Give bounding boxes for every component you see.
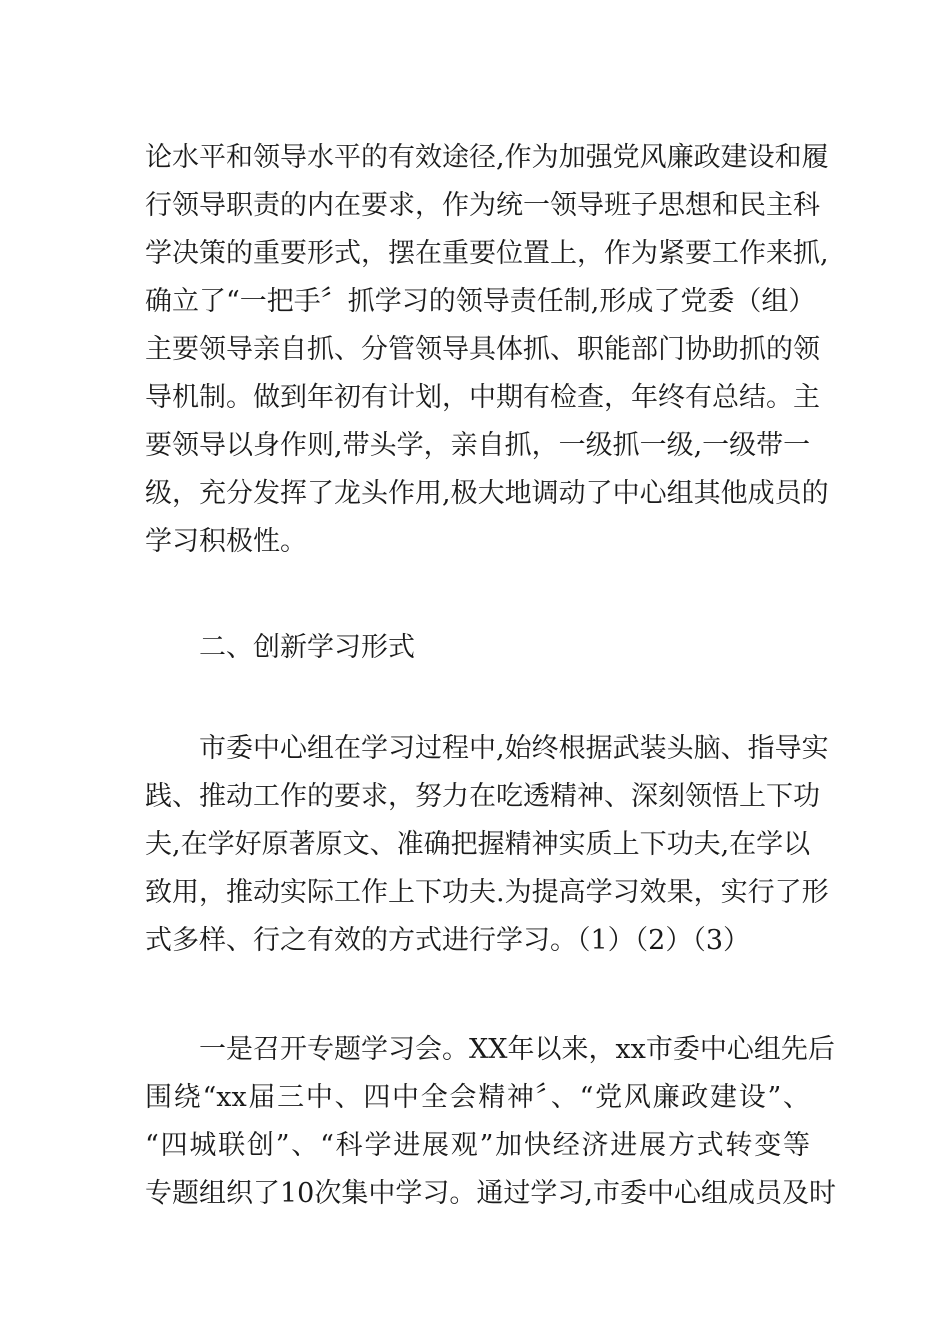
paragraph-2-line-5: 式多样、行之有效的方式进行学习。（1）（2）（3） [145,925,751,956]
paragraph-1-line-3: 学决策的重要形式，摆在重要位置上，作为紧要工作来抓, [145,238,829,269]
paragraph-1-line-7: 要领导以身作则,带头学，亲自抓，一级抓一级,一级带一 [145,430,811,461]
paragraph-1-line-5: 主要领导亲自抓、分管领导具体抓、职能部门协助抓的领 [145,334,820,365]
paragraph-2-line-2: 践、推动工作的要求，努力在吃透精神、深刻领悟上下功 [145,781,820,812]
paragraph-3-line-2: 围绕“xx届三中、四中全会精神〞、“党风廉政建设”、 [145,1082,810,1113]
paragraph-1-line-8: 级，充分发挥了龙头作用,极大地调动了中心组其他成员的 [145,478,829,509]
paragraph-1-line-1: 论水平和领导水平的有效途径,作为加强党风廉政建设和履 [145,142,829,173]
paragraph-2-line-1: 市委中心组在学习过程中,始终根据武装头脑、指导实 [199,733,829,764]
paragraph-1-line-9: 学习积极性。 [145,526,307,557]
paragraph-1-line-6: 导机制。做到年初有计划，中期有检查，年终有总结。主 [145,382,820,413]
paragraph-3-line-4: 专题组织了10次集中学习。通过学习,市委中心组成员及时 [145,1178,836,1209]
paragraph-3-line-1: 一是召开专题学习会。XX年以来，xx市委中心组先后 [199,1034,835,1065]
section-heading: 二、创新学习形式 [199,632,415,663]
paragraph-2-line-4: 致用，推动实际工作上下功夫.为提高学习效果，实行了形 [145,877,829,908]
paragraph-1-line-4: 确立了“一把手〞抓学习的领导责任制,形成了党委（组） [145,286,816,317]
paragraph-3-line-3: “四城联创”、“科学进展观”加快经济进展方式转变等 [145,1130,810,1161]
paragraph-2-line-3: 夫,在学好原著原文、准确把握精神实质上下功夫,在学以 [145,829,811,860]
paragraph-1-line-2: 行领导职责的内在要求，作为统一领导班子思想和民主科 [145,190,820,221]
